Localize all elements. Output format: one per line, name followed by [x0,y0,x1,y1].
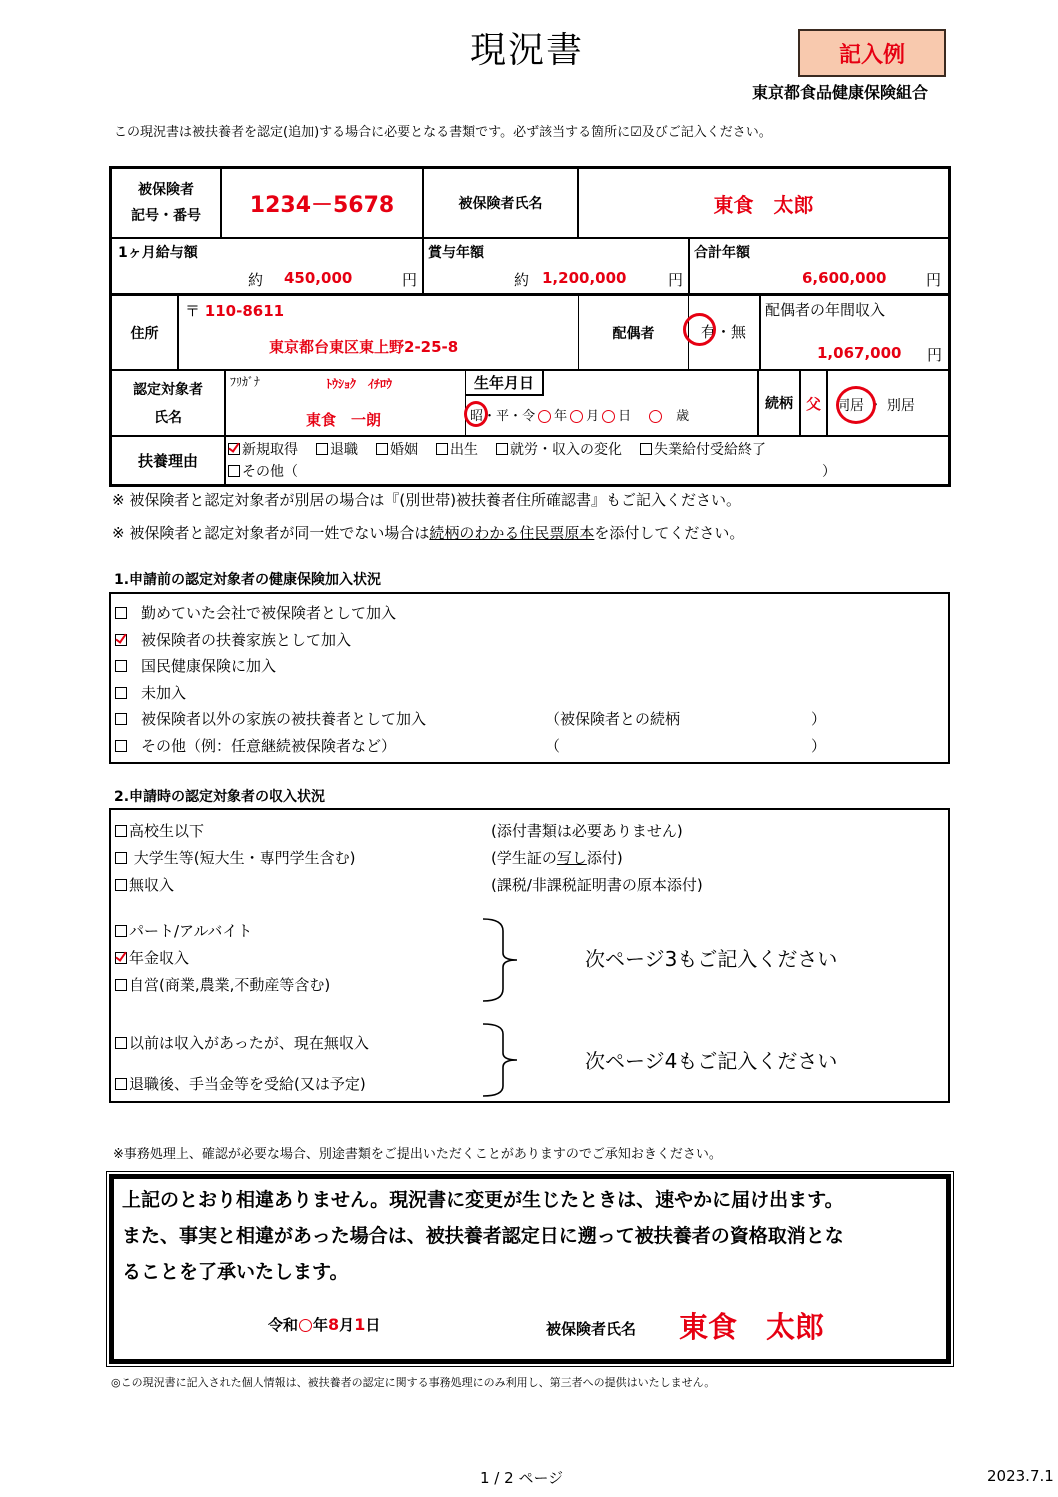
dependent-name-value: 東食 一朗 [306,411,382,429]
address-label: 住所 [130,325,159,342]
section1-box [109,592,950,764]
birthdate-label: 生年月日 [466,371,544,396]
section2-option-label: 退職後、手当金等を受給(又は予定) [129,1075,366,1093]
note-text: 添付) [586,849,623,867]
section1-option-label: 勤めていた会社で被保険者として加入 [141,604,397,622]
postal-code-value: 110-8611 [204,302,285,320]
reason-checkbox[interactable] [436,443,448,455]
signer-name-field[interactable]: 東食 太郎 [679,1310,825,1344]
year-unit: 年 [313,1316,329,1334]
organization-name: 東京都食品健康保険組合 [752,83,929,102]
note-underlined: 写し [556,849,587,867]
office-processing-note: ※事務処理上、確認が必要な場合、別途書類をご提出いただくことがありますのでご承知おきください。 [113,1147,722,1162]
postal-mark: 〒 [185,302,201,320]
selected-circle-mark [683,313,716,346]
insured-name-field[interactable] [579,169,948,239]
section2-option[interactable] [115,847,355,868]
year-unit: 年 [554,409,568,424]
spouse-choice[interactable] [689,296,761,371]
age-placeholder-circle [649,410,662,423]
section2-option-label: 大学生等(短大生・専門学生含む) [129,849,356,867]
note-text: ※ 被保険者と認定対象者が同一姓でない場合は [112,524,430,542]
birthdate-field[interactable]: 生年月日 昭・平・令 年 月 日 歳 [466,371,759,437]
section2-option[interactable] [115,820,204,841]
reason-other-checkbox[interactable] [228,465,240,477]
section2-checkbox[interactable] [115,852,127,864]
next-page-4-note: 次ページ4もご記入ください [585,1049,838,1073]
section1-option[interactable] [115,655,276,676]
brace-icon [481,917,519,1003]
section2-option-label: 自営(商業,農業,不動産等含む) [129,976,331,994]
spouse-label-cell [579,296,689,371]
separator: ・ [868,398,883,414]
section2-checkbox[interactable] [115,952,127,964]
total-annual-label: 合計年額 [694,245,750,261]
section1-option-extra: （ [545,737,561,755]
declaration-date[interactable] [268,1314,380,1335]
annual-bonus-label: 賞与年額 [428,245,484,261]
year-placeholder-circle [538,410,551,423]
selected-circle-mark [836,386,876,424]
total-annual-field[interactable] [690,239,948,296]
section1-option-extra: （被保険者との続柄 [545,710,681,729]
month-unit: 月 [339,1316,355,1334]
insured-id-label-2: 記号・番号 [131,208,201,224]
section1-checkbox[interactable] [115,713,127,725]
era-heisei-option[interactable]: 平 [496,409,510,424]
reason-checkbox[interactable] [316,443,328,455]
section1-option[interactable] [115,708,426,729]
separate-residence-note: ※ 被保険者と認定対象者が別居の場合は『(別世帯)被扶養者住所確認書』もご記入ください。 [112,491,742,509]
section1-checkbox[interactable] [115,660,127,672]
section2-checkbox[interactable] [115,825,127,837]
monthly-salary-label: 1ヶ月給与額 [118,245,198,261]
close-paren: ） [811,710,827,729]
next-page-3-note: 次ページ3もご記入ください [585,947,838,971]
reason-label: 扶養理由 [137,452,198,470]
close-paren: ） [822,464,836,480]
note-underlined: 続柄のわかる住民票原本 [429,524,595,542]
section2-option[interactable] [115,1073,366,1094]
section2-option[interactable] [115,920,252,941]
reason-option[interactable] [436,442,478,458]
reason-other-label: その他（ [242,464,298,480]
section1-checkbox[interactable] [115,607,127,619]
reason-option-label: 婚姻 [390,442,418,458]
intro-text: この現況書は被扶養者を認定(追加)する場合に必要となる書類です。必ず該当する箇所に☑及びご記入ください。 [114,125,772,140]
annual-bonus-prefix: 約 [514,271,530,289]
reason-option-label: 退職 [330,442,358,458]
insured-info-table [109,166,951,487]
section1-title: 1.申請前の認定対象者の健康保険加入状況 [114,572,382,588]
insured-name-label: 被保険者氏名 [458,196,543,212]
annual-bonus-value: 1,200,000 [542,269,627,287]
declaration-line-3: ることを了承いたします。 [122,1261,349,1283]
reason-checkbox[interactable] [640,443,652,455]
signer-label: 被保険者氏名 [546,1320,637,1338]
section1-checkbox[interactable] [115,634,127,646]
section1-option-label: 国民健康保険に加入 [141,657,277,676]
age-unit: 歳 [676,409,690,424]
spouse-no-option[interactable]: 無 [731,323,747,341]
section1-option[interactable] [115,682,186,703]
monthly-salary-value: 450,000 [284,269,353,287]
relation-value: 父 [805,394,821,413]
reason-label-cell [112,437,226,484]
day-unit: 日 [618,409,632,424]
section1-checkbox[interactable] [115,740,127,752]
furigana-label: ﾌﾘｶﾞﾅ [230,375,261,389]
insured-id-value: 1234－5678 [249,192,395,218]
selected-circle-mark [464,401,488,427]
monthly-salary-field[interactable] [112,239,424,296]
reason-option[interactable] [496,442,622,458]
different-surname-note [112,522,744,543]
relation-field[interactable] [801,371,828,437]
section1-option[interactable] [115,629,351,650]
separator: ・ [716,323,732,341]
note-text: (学生証の [491,849,557,867]
section1-option-label: 未加入 [141,683,187,702]
page-number: 1 / 2 ページ [480,1469,564,1487]
brace-icon [481,1022,519,1098]
reason-option-label: 出生 [450,442,478,458]
section2-option-label: 年金収入 [129,949,190,967]
dependent-name-field[interactable] [226,371,466,437]
section2-option-label: 以前は収入があったが、現在無収入 [129,1034,369,1052]
section2-option-label: パート/アルバイト [129,922,253,940]
section2-option-label: 高校生以下 [129,822,205,840]
page-title: 現況書 [470,30,585,71]
spouse-yes-option[interactable]: 有 [701,323,717,341]
reason-option[interactable] [228,442,298,458]
note-text: を添付してください。 [594,524,745,542]
insured-name-value: 東食 太郎 [713,192,814,217]
sample-badge: 記入例 [798,29,946,77]
address-value: 東京都台東区東上野2-25-8 [269,338,459,356]
close-paren: ） [811,737,827,755]
cohabit-same-option[interactable]: 同居 [836,398,864,414]
spouse-income-label: 配偶者の年間収入 [765,301,886,319]
total-annual-value: 6,600,000 [802,269,887,287]
section2-option-label: 無収入 [129,876,175,894]
dependent-label-2: 氏名 [154,410,182,426]
month-value: 8 [328,1315,340,1334]
section2-option[interactable] [115,947,189,968]
attachment-note: (添付書類は必要ありません) [491,822,683,840]
section2-box [109,808,950,1103]
declaration-line-2: また、事実と相違があった場合は、被扶養者認定日に遡って被扶養者の資格取消とな [122,1225,844,1247]
spouse-label: 配偶者 [612,325,655,342]
reason-option[interactable] [376,442,418,458]
section2-checkbox[interactable] [115,879,127,891]
reason-option-label: 失業給付受給終了 [654,442,766,458]
address-field[interactable] [179,296,579,371]
version-date: 2023.7.1 [987,1467,1054,1485]
cohabitation-choice[interactable] [828,371,948,437]
reason-options [226,437,948,484]
declaration-line-1: 上記のとおり相違ありません。現況書に変更が生じたときは、速やかに届け出ます。 [122,1189,844,1211]
yen-unit: 円 [927,346,943,364]
attachment-note [491,847,623,868]
yen-unit: 円 [926,271,942,289]
section1-option[interactable] [115,735,396,756]
section2-title: 2.申請時の認定対象者の収入状況 [114,789,326,805]
furigana-value: ﾄｳｼｮｸ ｲﾁﾛｳ [326,377,393,391]
section2-checkbox[interactable] [115,925,127,937]
section1-option-label: その他（例：任意継続被保険者など） [141,737,397,755]
yen-unit: 円 [668,271,684,289]
declaration-box [109,1174,951,1364]
section2-option[interactable] [115,1032,369,1053]
insured-id-label-cell [112,169,222,239]
year-placeholder-circle [299,1319,312,1332]
section2-checkbox[interactable] [115,1037,127,1049]
insured-id-label-1: 被保険者 [138,182,194,198]
era-showa-option[interactable]: 昭 [470,409,484,424]
section1-option[interactable] [115,602,396,623]
reason-option[interactable] [316,442,358,458]
spouse-income-field[interactable] [761,296,948,371]
insured-name-label-cell [424,169,579,239]
spouse-income-value: 1,067,000 [817,344,902,362]
section1-option-label: 被保険者の扶養家族として加入 [141,630,352,649]
reason-option-label: 新規取得 [242,442,298,458]
section2-checkbox[interactable] [115,979,127,991]
monthly-salary-prefix: 約 [248,271,264,289]
day-value: 1 [354,1315,366,1334]
month-unit: 月 [586,409,600,424]
address-label-cell [112,296,179,371]
attachment-note: (課税/非課税証明書の原本添付) [491,876,703,894]
reason-option[interactable] [640,442,766,458]
reason-checkbox[interactable] [496,443,508,455]
dependent-label-1: 認定対象者 [133,382,203,398]
section2-checkbox[interactable] [115,1078,127,1090]
cohabit-separate-option[interactable]: 別居 [886,398,915,414]
reason-checkbox[interactable] [376,443,388,455]
month-placeholder-circle [570,410,583,423]
section2-option[interactable] [115,974,330,995]
era-reiwa-option[interactable]: 令 [522,409,536,424]
day-placeholder-circle [602,410,615,423]
section1-checkbox[interactable] [115,687,127,699]
privacy-note: ◎この現況書に記入された個人情報は、被扶養者の認定に関する事務処理にのみ利用し、第三者への提供はいたしません。 [111,1376,716,1389]
insured-id-field[interactable] [222,169,424,239]
reason-option-label: 就労・収入の変化 [510,442,622,458]
section2-option[interactable] [115,874,174,895]
yen-unit: 円 [402,271,418,289]
reason-checkbox[interactable] [228,443,240,455]
era-label: 令和 [268,1316,299,1334]
relation-label: 続柄 [765,396,793,412]
annual-bonus-field[interactable] [424,239,690,296]
day-unit: 日 [365,1316,381,1334]
section1-option-label: 被保険者以外の家族の被扶養者として加入 [141,710,427,729]
relation-label-cell [759,371,801,437]
dependent-label-cell [112,371,226,437]
